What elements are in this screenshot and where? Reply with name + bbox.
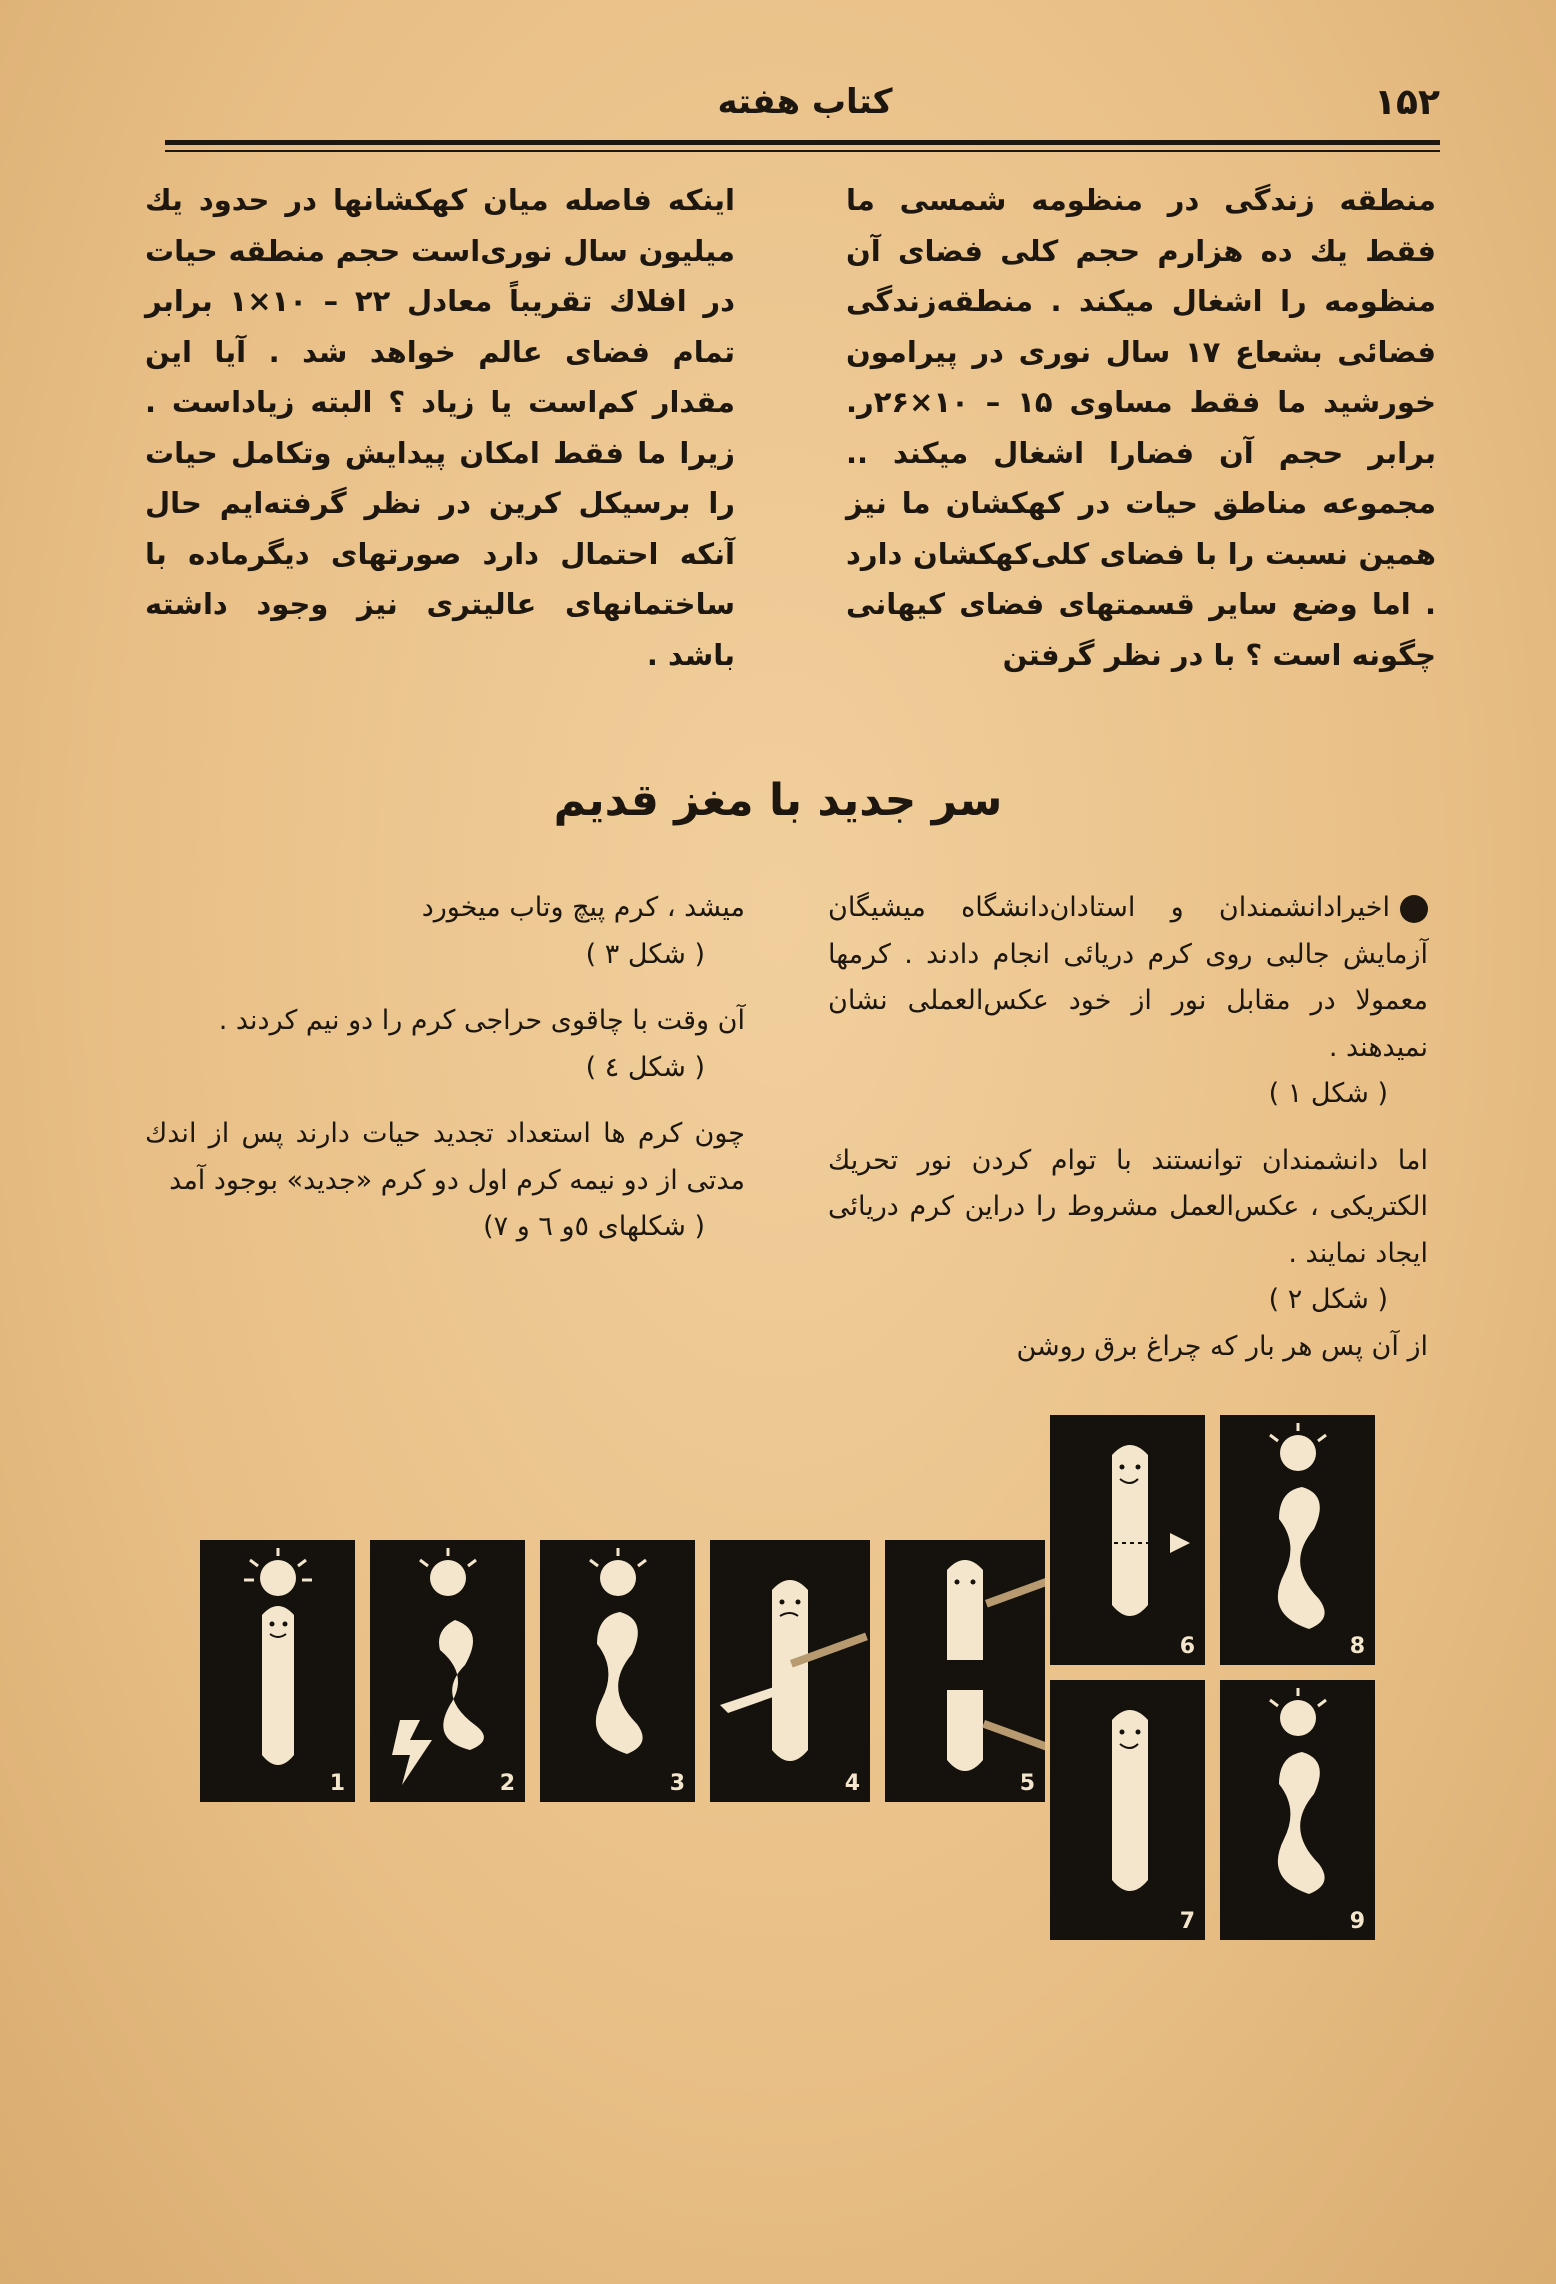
top-right-text: منطقه زندگی در منظومه شمسی ما فقط یك ده هزارم حجم کلی فضای آن منظومه را اشغال میکند . منطقه‌زندگی فضائی بشعاع ۱۷ سال نوری در پیرامون خورشید ما فقط مساوی ۱۵ – ۱۰×۲۶ر. برابر حجم آن فضارا اشغال میکند .. مجموعه مناطق حیات در کهکشان ما نیز همین نسبت را با فضای کلی‌کهکشان دارد . اما وضع سایر قسمتهای فضای کیهانی چگونه است ؟ با در نظر گرفتن — [846, 183, 1436, 672]
figure-panel-2 — [370, 1540, 525, 1802]
panel-label-3: 3 — [669, 1771, 685, 1796]
bulb-worm-illustration — [200, 1540, 355, 1802]
panel-label-7: 7 — [1179, 1909, 1195, 1934]
panel-label-2: 2 — [499, 1771, 515, 1796]
figure-panel-8 — [1220, 1415, 1375, 1665]
figure-panel-5 — [885, 1540, 1045, 1802]
page-number: ۱۵۲ — [1374, 82, 1440, 123]
worm-halves-illustration — [885, 1540, 1045, 1802]
figure-ref-1: ( شکل ۱ ) — [1268, 1078, 1388, 1109]
panel-label-6: 6 — [1179, 1634, 1195, 1659]
twisting-worm-illustration — [540, 1540, 695, 1802]
article-paragraph-1: اخیرادانشمندان و استادان‌دانشگاه میشیگان آزمایش جالبی روی کرم دریائی انجام دادند . کرمها معمولا در مقابل نور از خود عکس‌العملی نشان نمیدهند . — [828, 892, 1428, 1063]
article-paragraph-3: از آن پس هر بار که چراغ برق روشن — [1016, 1330, 1428, 1362]
figure-ref-2: ( شکل ۲ ) — [1268, 1284, 1388, 1315]
panel-label-4: 4 — [844, 1771, 860, 1796]
article-paragraph-5: آن وقت با چاقوی حراجی کرم را دو نیم کردند . — [218, 1005, 745, 1036]
panel-label-9: 9 — [1349, 1909, 1365, 1934]
figure-ref-5: ( شکلهای ٥و ٦ و ۷) — [483, 1211, 705, 1242]
section-title: سر جدید با مغز قدیم — [553, 775, 1003, 826]
figure-panel-1 — [200, 1540, 355, 1802]
figure-panel-9 — [1220, 1680, 1375, 1940]
figure-panel-6 — [1050, 1415, 1205, 1665]
figure-ref-3: ( شکل ۳ ) — [585, 938, 705, 970]
figure-panel-7 — [1050, 1680, 1205, 1940]
panel-label-8: 8 — [1349, 1634, 1365, 1659]
figure-panel-4 — [710, 1540, 870, 1802]
article-paragraph-4: میشد ، کرم پیچ وتاب میخورد — [421, 892, 745, 923]
bulb-new-worm-top-illustration — [1220, 1415, 1375, 1665]
bulb-new-worm-bottom-illustration — [1220, 1680, 1375, 1940]
regenerated-worm-top-illustration — [1050, 1415, 1205, 1665]
running-title: کتاب هفته — [717, 82, 893, 122]
top-left-text: اینکه فاصله میان کهکشانها در حدود یك میلیون سال نوری‌است حجم منطقه حیات در افلاك تقریباً معادل ۲۲ – ۱۰×۱ برابر تمام فضای عالم خواهد شد . آیا این مقدار کم‌است یا زیاد ؟ البته زیاداست . زیرا ما فقط امکان پیدایش وتکامل حیات را برسیکل کرین در نظر گرفته‌ایم حال آنکه احتمال دارد صورتهای دیگرماده با ساختمانهای عالیتری نیز وجود داشته باشد . — [145, 183, 735, 672]
article-paragraph-2: اما دانشمندان توانستند با توام کردن نور تحریك الکتریکی ، عکس‌العمل مشروط را دراین کرم دریائی ایجاد نمایند . — [828, 1144, 1428, 1269]
knife-cut-illustration — [710, 1540, 870, 1802]
panel-label-1: 1 — [329, 1771, 345, 1796]
regenerated-worm-bottom-illustration — [1050, 1680, 1205, 1940]
figure-ref-4: ( شکل ٤ ) — [585, 1051, 705, 1083]
figure-panel-3 — [540, 1540, 695, 1802]
lightning-worm-illustration — [370, 1540, 525, 1802]
panel-label-5: 5 — [1019, 1771, 1035, 1796]
article-paragraph-6: چون کرم ها استعداد تجدید حیات دارند پس از اندك مدتی از دو نیمه کرم اول دو کرم «جدید» بوجود آمد — [145, 1118, 745, 1196]
